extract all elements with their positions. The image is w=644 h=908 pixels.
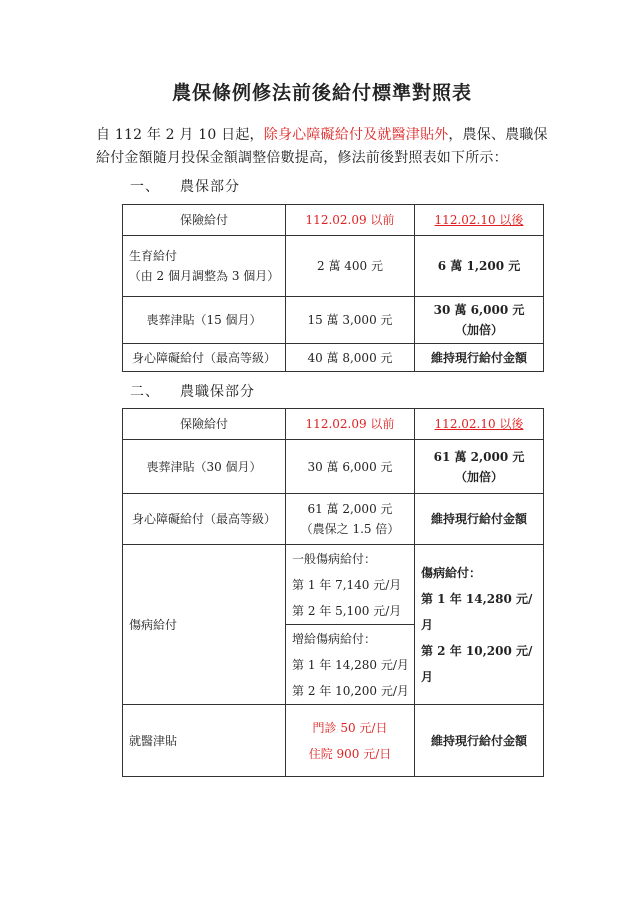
farmer-insurance-table [122,204,544,372]
row-after [415,440,544,494]
row-after: 維持現行給付金額 [415,705,544,777]
header-before: 112.02.09 以前 [286,205,415,236]
row-before [286,705,415,777]
row-after-line2: （加倍） [454,469,503,484]
row-before [286,494,415,545]
header-item: 保險給付 [123,205,286,236]
section-heading-farmer-insurance [130,176,240,196]
row-item: 喪葬津貼（30 個月） [123,440,286,494]
header-after: 112.02.10 以後 [415,205,544,236]
injury-after-year1: 第 1 年 14,280 元/月 [421,591,533,632]
injury-extra-label: 增給傷病給付： [292,631,377,646]
row-before: 15 萬 3,000 元 [286,297,415,344]
row-after-line2: （加倍） [454,323,503,337]
row-item: 就醫津貼 [123,705,286,777]
section-number: 二、 [130,384,160,400]
section-heading-occupational-insurance [130,381,255,401]
document-title: 農保條例修法前後給付標準對照表 [171,82,472,104]
injury-extra-year1: 第 1 年 14,280 元/月 [292,657,409,672]
row-before: 2 萬 400 元 [286,236,415,297]
injury-general-label: 一般傷病給付： [292,551,377,566]
table-row-funeral [123,297,544,344]
header-item: 保險給付 [123,409,286,440]
section-number: 一、 [130,179,160,195]
injury-extra-cell [286,625,415,705]
row-before-line2: 住院 900 元/日 [308,746,392,761]
table-row-maternity [123,236,544,297]
header-before: 112.02.09 以前 [286,409,415,440]
header-after: 112.02.10 以後 [415,409,544,440]
row-item-line2: （由 2 個月調整為 3 個月） [128,269,280,283]
row-after: 維持現行給付金額 [415,344,544,372]
injury-general-year1: 第 1 年 7,140 元/月 [292,577,402,592]
intro-highlight: 除身心障礙給付及就醫津貼外 [263,127,449,143]
row-after: 6 萬 1,200 元 [415,236,544,297]
injury-extra-year2: 第 2 年 10,200 元/月 [292,683,409,698]
injury-general-year2: 第 2 年 5,100 元/月 [292,603,402,618]
table-header-row [123,409,544,440]
intro-part2: ，農保、農職保給付金額隨月投保金額調整倍數提高，修法前後對照表如下所示： [96,127,548,166]
row-item: 身心障礙給付（最高等級） [123,494,286,545]
table-row-injury-general [123,545,544,625]
intro-paragraph [96,124,548,170]
injury-after-year2: 第 2 年 10,200 元/月 [421,643,533,684]
row-item: 身心障礙給付（最高等級） [123,344,286,372]
row-before: 30 萬 6,000 元 [286,440,415,494]
occupational-insurance-table [122,408,544,777]
intro-part1: 自 112 年 2 月 10 日起， [96,127,264,143]
row-after [415,297,544,344]
row-before-line1: 門診 50 元/日 [312,720,388,735]
table-header-row [123,205,544,236]
row-item: 傷病給付 [123,545,286,705]
row-item [123,236,286,297]
row-after: 維持現行給付金額 [415,494,544,545]
section-label: 農保部分 [180,179,240,195]
table-row-funeral [123,440,544,494]
section-label: 農職保部分 [180,384,255,400]
row-item: 喪葬津貼（15 個月） [123,297,286,344]
injury-general-cell [286,545,415,625]
row-after-line1: 30 萬 6,000 元 [433,303,525,317]
row-item-line1: 生育給付 [129,249,178,263]
row-after-line1: 61 萬 2,000 元 [433,449,525,464]
row-before-line2: （農保之 1.5 倍） [300,522,400,536]
table-row-disability [123,344,544,372]
table-row-disability [123,494,544,545]
table-row-medical [123,705,544,777]
row-before: 40 萬 8,000 元 [286,344,415,372]
injury-after-label: 傷病給付： [421,565,482,580]
row-before-line1: 61 萬 2,000 元 [307,502,393,516]
injury-after-cell [415,545,544,705]
